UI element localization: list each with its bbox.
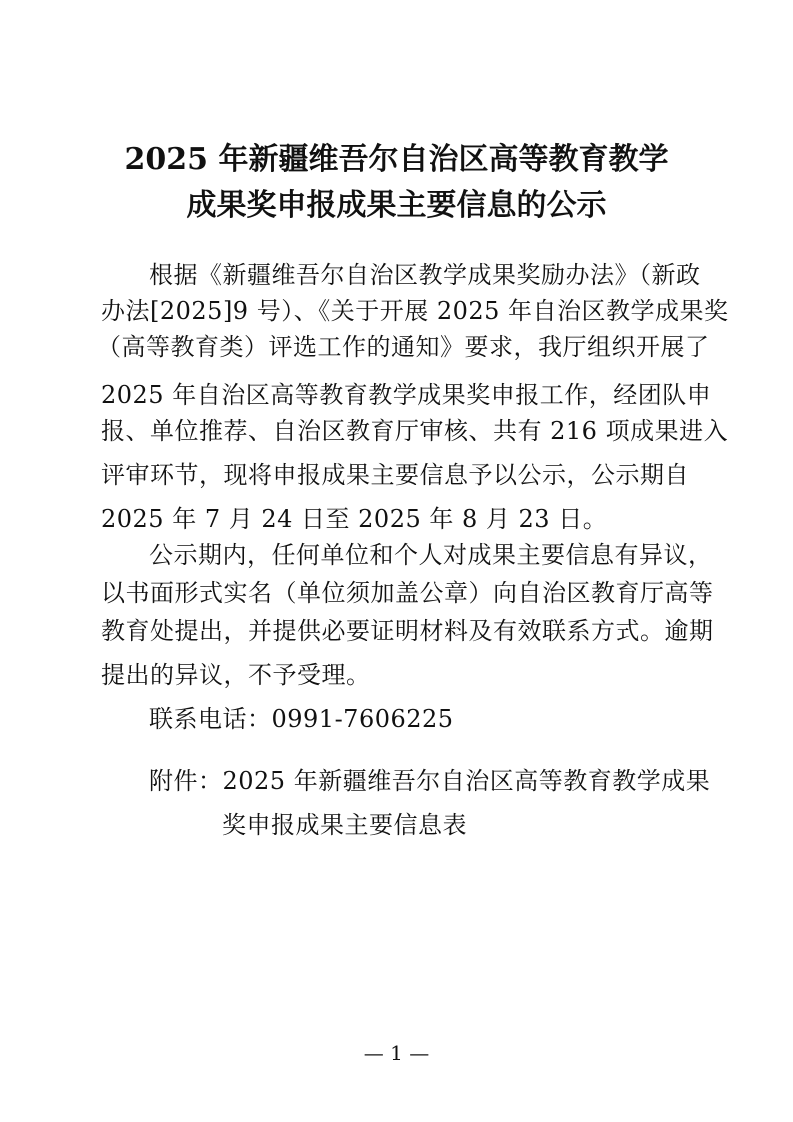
paragraph-1-line-7: 2025 年 7 月 24 日至 2025 年 8 月 23 日。 bbox=[101, 505, 608, 533]
paragraph-1-line-2: 办法[2025]9 号）、《关于开展 2025 年自治区教学成果奖 bbox=[101, 297, 729, 325]
paragraph-2-line-3: 教育处提出，并提供必要证明材料及有效联系方式。逾期 bbox=[101, 617, 714, 645]
paragraph-2-line-4: 提出的异议，不予受理。 bbox=[101, 661, 371, 689]
document-title-line-2: 成果奖申报成果主要信息的公示 bbox=[186, 188, 607, 223]
attachment-line-2: 奖申报成果主要信息表 bbox=[222, 811, 467, 839]
paragraph-1-line-3: （高等教育类）评选工作的通知》要求，我厅组织开展了 bbox=[97, 333, 710, 361]
document-title-line-1: 2025 年新疆维吾尔自治区高等教育教学 bbox=[124, 142, 669, 177]
contact-phone: 联系电话：0991-7606225 bbox=[149, 705, 454, 733]
paragraph-2-line-2: 以书面形式实名（单位须加盖公章）向自治区教育厅高等 bbox=[101, 579, 714, 607]
paragraph-2-line-1: 公示期内，任何单位和个人对成果主要信息有异议， bbox=[149, 541, 713, 569]
paragraph-1-line-6: 评审环节，现将申报成果主要信息予以公示，公示期自 bbox=[101, 461, 689, 489]
page-number: — 1 — bbox=[363, 1041, 430, 1065]
paragraph-1-line-1: 根据《新疆维吾尔自治区教学成果奖励办法》（新政 bbox=[149, 261, 701, 289]
paragraph-1-line-4: 2025 年自治区高等教育教学成果奖申报工作，经团队申 bbox=[101, 381, 712, 409]
attachment-line-1: 附件：2025 年新疆维吾尔自治区高等教育教学成果 bbox=[149, 767, 711, 795]
paragraph-1-line-5: 报、单位推荐、自治区教育厅审核、共有 216 项成果进入 bbox=[101, 417, 729, 445]
